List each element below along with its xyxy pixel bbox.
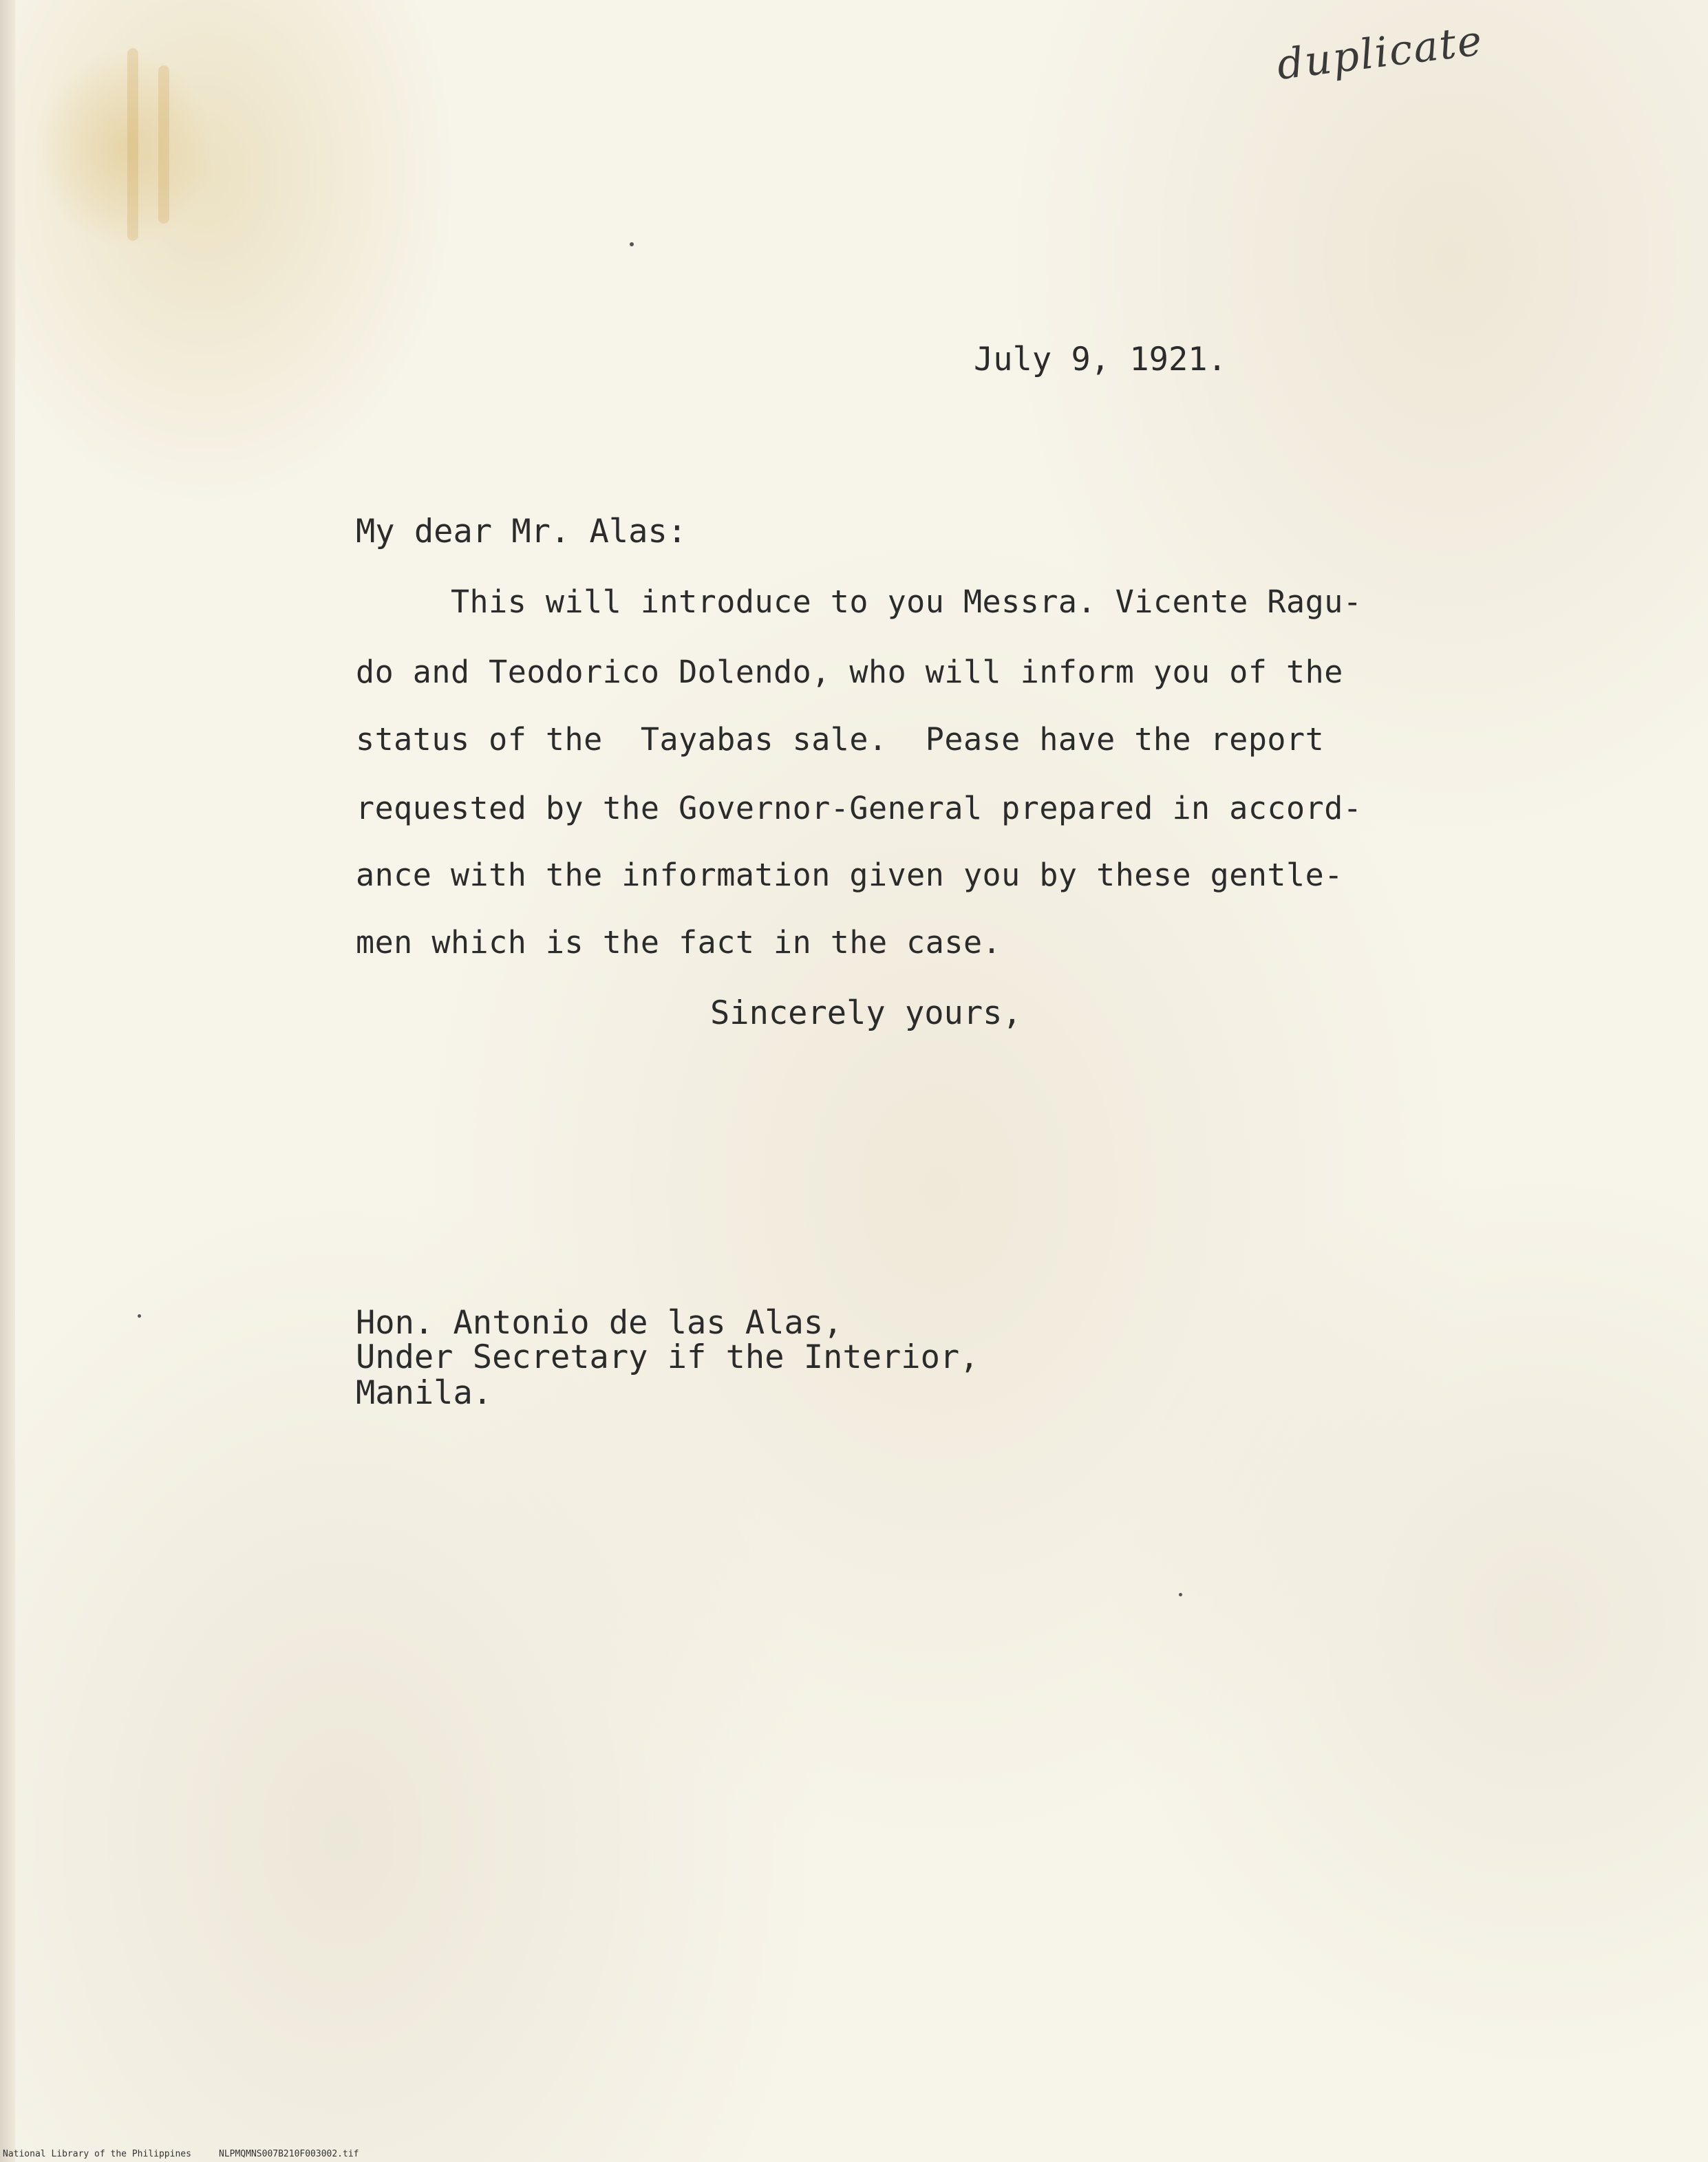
paper-speck <box>630 242 634 246</box>
letter-body-line: do and Teodorico Dolendo, who will inform you of the <box>356 654 1343 690</box>
stain-streak <box>127 48 138 241</box>
scan-footer <box>0 2147 1708 2162</box>
stain-streak <box>158 65 169 224</box>
letter-body-line: men which is the fact in the case. <box>356 924 1002 961</box>
letter-body-line: ance with the information given you by these gentle- <box>356 857 1343 893</box>
footer-file-id: NLPMQMNS007B210F003002.tif <box>219 2149 359 2159</box>
recipient-address-line: Manila. <box>356 1374 493 1412</box>
letter-date: July 9, 1921. <box>974 341 1227 378</box>
letter-body-line: requested by the Governor-General prepared in accord- <box>356 790 1363 826</box>
handwritten-duplicate-note: duplicate <box>1274 16 1486 90</box>
letter-closing: Sincerely yours, <box>710 994 1022 1032</box>
paper-speck <box>138 1314 141 1318</box>
paper-speck <box>1179 1593 1182 1596</box>
footer-library: National Library of the Philippines <box>3 2149 191 2159</box>
recipient-address-line: Under Secretary if the Interior, <box>356 1338 979 1376</box>
letter-body-line: This will introduce to you Messra. Vicente Ragu- <box>356 584 1363 620</box>
water-stain <box>34 48 213 248</box>
paper-edge <box>0 0 15 2162</box>
letter-salutation: My dear Mr. Alas: <box>356 513 687 550</box>
recipient-address-line: Hon. Antonio de las Alas, <box>356 1304 843 1342</box>
letter-body-line: status of the Tayabas sale. Pease have the report <box>356 721 1325 758</box>
